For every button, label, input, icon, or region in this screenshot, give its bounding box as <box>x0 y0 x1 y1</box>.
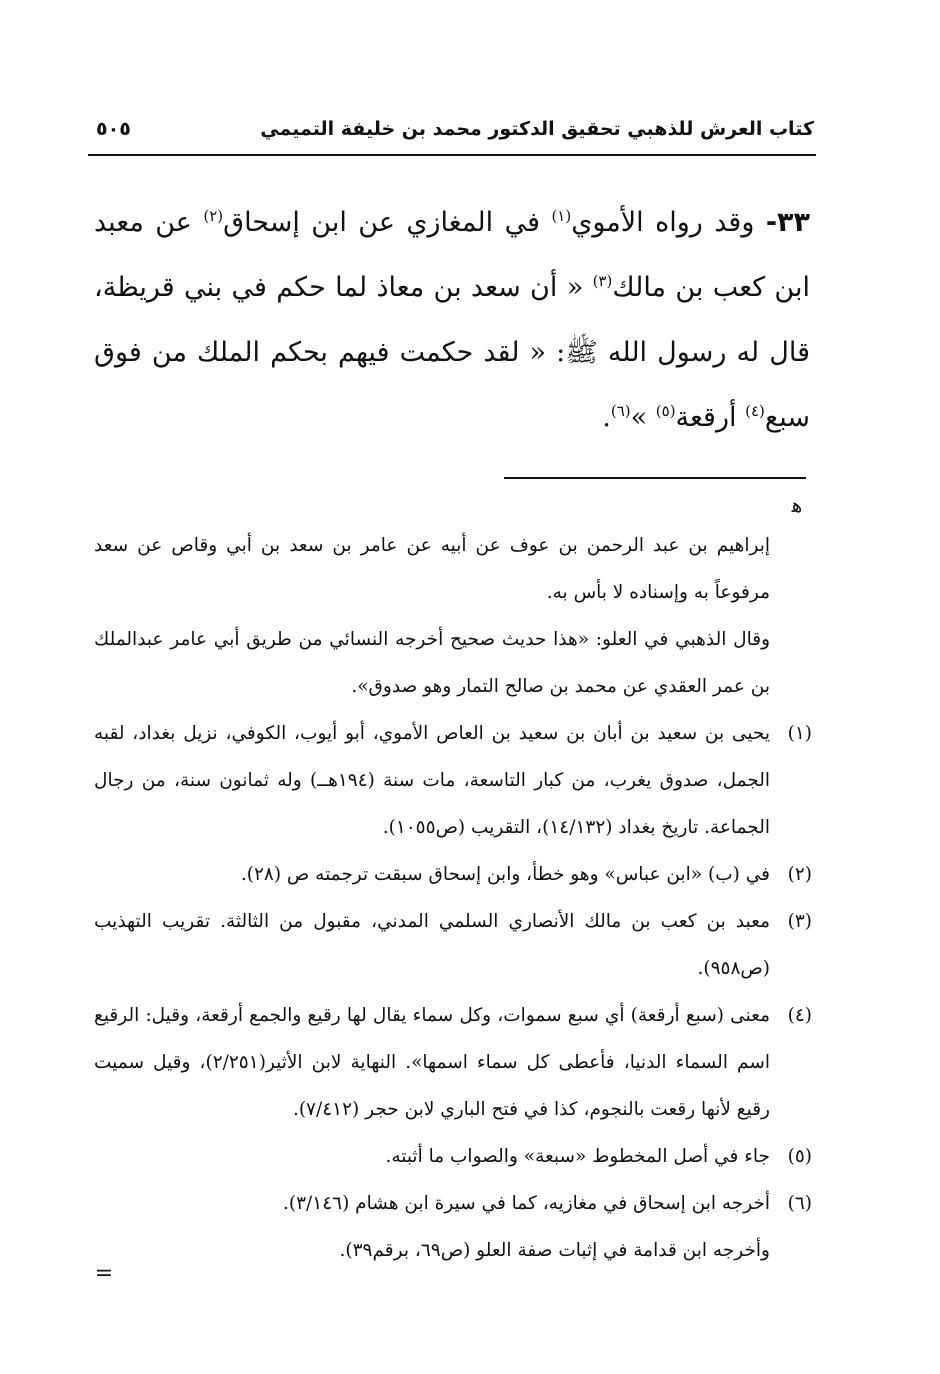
footnote-ref[interactable]: (١) <box>551 207 572 225</box>
text-segment: أرقعة <box>675 402 746 433</box>
footnote-divider <box>504 477 806 479</box>
footnote-text: في (ب) «ابن عباس» وهو خطأ، وابن إسحاق سبقت ترجمته ص (٢٨). <box>240 864 770 885</box>
footnote-item <box>94 1180 812 1227</box>
footnote-text: معبد بن كعب بن مالك الأنصاري السلمي المدني، مقبول من الثالثة. تقريب التهذيب (ص٩٥٨). <box>94 911 770 979</box>
text-segment: « أن سعد بن معاذ لما حكم في بني قريظة، قال له رسول الله ﷺ: « لقد حكمت فيهم بحكم الملك من فوق سبع <box>94 272 810 433</box>
footnote-ref[interactable]: (٤) <box>745 402 765 420</box>
footnote-item <box>94 992 812 1133</box>
text-segment: » <box>630 402 656 433</box>
footnote-number: (٥) <box>787 1146 812 1167</box>
footnote-number: (٢) <box>787 864 812 885</box>
page-number: ٥٠٥ <box>96 118 131 140</box>
footnote-item <box>94 898 812 992</box>
footnote-ref[interactable]: (٣) <box>592 272 613 290</box>
footnote-continuation: وقال الذهبي في العلو: «هذا حديث صحيح أخرجه النسائي من طريق أبي عامر عبدالملك بن عمر العقدي عن محمد بن صالح التمار وهو صدوق». <box>94 629 770 697</box>
footnote-continuation: إبراهيم بن عبد الرحمن بن عوف عن أبيه عن عامر بن سعد بن أبي وقاص عن سعد مرفوعاً به وإسناده لا بأس به. <box>94 535 770 603</box>
footnote-item <box>94 710 812 851</box>
footnotes <box>94 522 812 1274</box>
footnote-text: معنى (سبع أرقعة) أي سبع سموات، وكل سماء يقال لها رقيع والجمع أرقعة، وقيل: الرقيع اسم السماء الدنيا، فأعطى كل سماء اسمها». النهاية لابن الأثير(٢/٢٥١)، وقيل سميت رقيع لأنها رقعت بالنجوم، كذا في فتح الباري لابن حجر (٧/٤١٢). <box>94 1005 771 1120</box>
footnote-ref[interactable]: (٥) <box>655 402 676 420</box>
footnote-ref[interactable]: (٦) <box>610 402 631 420</box>
footnote-number: (٣) <box>787 911 812 932</box>
footnote-item <box>94 1133 812 1180</box>
header-divider <box>88 154 816 156</box>
footnote-continuation: وأخرجه ابن قدامة في إثبات صفة العلو (ص٦٩، برقم٣٩). <box>339 1240 770 1261</box>
continued-mark: = <box>94 1261 114 1286</box>
text-segment: وقد رواه الأموي <box>571 207 766 238</box>
text-segment: . <box>602 402 611 433</box>
footnote-number: (١) <box>787 723 812 744</box>
hadith-paragraph <box>94 190 810 450</box>
running-title: كتاب العرش للذهبي تحقيق الدكتور محمد بن خليفة التميمي <box>260 118 814 140</box>
footnote-text: يحيى بن سعيد بن أبان بن سعيد بن العاص الأموي، أبو أيوب، الكوفي، نزيل بغداد، لقبه الجمل، صدوق يغرب، من كبار التاسعة، مات سنة (١٩٤هــ) وله ثمانون سنة، من رجال الجماعة. تاريخ بغداد (١٤/١٣٢)، التقريب (ص١٠٥٥). <box>94 723 771 838</box>
text-segment: عن معبد ابن كعب بن مالك <box>94 207 811 303</box>
footnote-ref[interactable]: (٢) <box>203 207 224 225</box>
footnote-item <box>94 851 812 898</box>
text-segment: في المغازي عن ابن إسحاق <box>223 207 552 238</box>
main-text <box>94 190 810 450</box>
footnote-number: (٦) <box>787 1193 812 1214</box>
hadith-number: ٣٣- <box>765 207 810 238</box>
footnote-text: جاء في أصل المخطوط «سبعة» والصواب ما أثبته. <box>385 1146 770 1167</box>
continuation-mark: ﻫ <box>791 493 803 517</box>
footnote-number: (٤) <box>787 1005 812 1026</box>
footnote-text: أخرجه ابن إسحاق في مغازيه، كما في سيرة ابن هشام (٣/١٤٦). <box>282 1193 770 1214</box>
page-header <box>92 112 814 154</box>
